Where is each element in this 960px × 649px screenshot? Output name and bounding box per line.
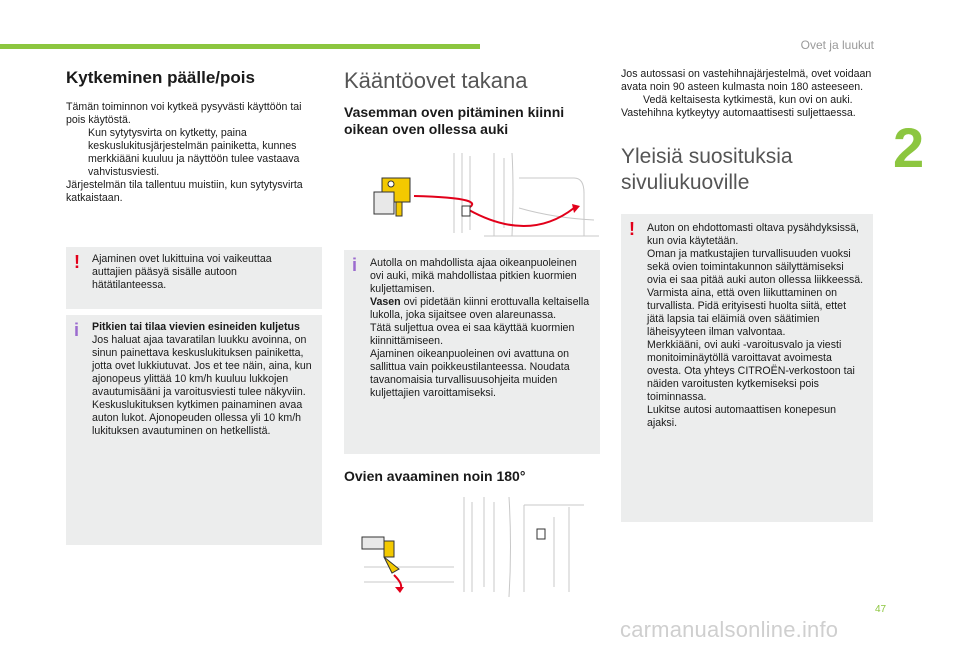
bullet-text: Vedä keltaisesta kytkimestä, kun ovi on auki. bbox=[643, 94, 853, 106]
info-paragraph: Ajaminen oikeanpuoleinen ovi avattuna on sallittua vain poikkeustilanteessa. Noudata tavanomaisia turvallisuusohjeita muiden kuljettajien varoittamiseksi. bbox=[370, 348, 570, 399]
info-text: Jos haluat ajaa tavaratilan luukku avoinna, on sinun painettava keskuslukituksen painiketta, jotta ovet lukkiutuvat. Jos et tee näin, aina, kun ajonopeus ylittää 10 km/h kuuluu lukkojen avautumisääni ja varoitusviesti tulee näkyviin. Keskuslukituksen kytkimen painaminen avaa auton lukot. Ajonopeuden ollessa yli 10 km/h lukituksen avautuminen on hetkellistä. bbox=[92, 334, 312, 437]
warning-paragraph: Varmista aina, että oven liikuttaminen on turvallista. Pidä erityisesti huolta siitä, ettet jätä lapsia tai eläimiä oven säätimien läheisyyteen ilman valvontaa. bbox=[647, 287, 847, 338]
warning-paragraph: Merkkiääni, ovi auki -varoitusvalo ja viesti monitoiminäytöllä varoittavat avoimesta ovesta. Ota yhteys CITROËN-verkostoon tai näiden varoitusten kytkemiseksi pois toiminnassa. bbox=[647, 339, 855, 403]
bullet-text: Kun sytytysvirta on kytketty, paina keskuslukitusjärjestelmän painiketta, kunnes merkkiääni kuuluu ja näyttöön tulee vastaava vahvistusviesti. bbox=[88, 127, 300, 178]
warning-box bbox=[621, 214, 873, 522]
section-heading: Kääntöovet takana bbox=[344, 68, 528, 93]
warning-icon: ! bbox=[629, 219, 635, 239]
info-icon: i bbox=[74, 320, 80, 340]
column-middle bbox=[344, 68, 600, 607]
warning-box bbox=[66, 247, 322, 309]
info-paragraph: Tätä suljettua ovea ei saa käyttää kuormien kiinnittämiseen. bbox=[370, 322, 575, 347]
intro-text: Tämän toiminnon voi kytkeä pysyvästi käyttöön tai pois käytöstä. bbox=[66, 101, 302, 126]
warning-text: Ajaminen ovet lukittuina voi vaikeuttaa auttajien pääsyä sisälle autoon hätätilanteessa. bbox=[92, 253, 272, 291]
chapter-number: 2 bbox=[893, 116, 925, 179]
bullet-item bbox=[621, 94, 873, 107]
subsection-heading: Ovien avaaminen noin 180° bbox=[344, 468, 526, 484]
info-title: Pitkien tai tilaa vievien esineiden kuljetus bbox=[92, 321, 300, 333]
section-heading: Yleisiä suosituksia sivuliukuoville bbox=[621, 145, 793, 194]
info-paragraph: Autolla on mahdollista ajaa oikeanpuoleinen ovi auki, mikä mahdollistaa pitkien kuormien kuljettamisen. bbox=[370, 257, 577, 295]
info-icon: i bbox=[352, 255, 358, 275]
bullet-mark bbox=[621, 94, 643, 107]
info-bold-word: Vasen bbox=[370, 296, 401, 308]
bullet-item bbox=[66, 127, 322, 179]
info-box bbox=[344, 250, 600, 454]
section-heading: Kytkeminen päälle/pois bbox=[66, 68, 255, 87]
info-text: ovi pidetään kiinni erottuvalla keltaisella lukolla, joka sijaitsee oven alareunassa. bbox=[370, 296, 590, 321]
info-box bbox=[66, 315, 322, 545]
warning-paragraph: Lukitse autosi automaattisen konepesun ajaksi. bbox=[647, 404, 837, 429]
section-body bbox=[621, 68, 873, 120]
page-number: 47 bbox=[875, 604, 887, 615]
warning-paragraph: Auton on ehdottomasti oltava pysähdyksissä, kun ovia käytetään. bbox=[647, 222, 859, 247]
column-left bbox=[66, 68, 322, 545]
column-right bbox=[621, 68, 873, 522]
outro-text: Vastehihna kytkeytyy automaattisesti suljettaessa. bbox=[621, 107, 856, 119]
subsection-heading: Vasemman oven pitäminen kiinni oikean oven ollessa auki bbox=[344, 104, 565, 137]
intro-text: Jos autossasi on vastehihnajärjestelmä, ovet voidaan avata noin 90 asteen kulmasta noin 180 asteeseen. bbox=[621, 68, 872, 93]
illustration-door-180 bbox=[344, 497, 600, 597]
outro-text: Järjestelmän tila tallentuu muistiin, kun sytytysvirta katkaistaan. bbox=[66, 179, 303, 204]
info-paragraph bbox=[370, 296, 592, 322]
bullet-mark bbox=[66, 127, 88, 179]
warning-icon: ! bbox=[74, 252, 80, 272]
warning-paragraph: Oman ja matkustajien turvallisuuden vuoksi sekä ovien toimintakunnon säilyttämiseksi ovia ei saa pitää auki auton ollessa liikkeessä. bbox=[647, 248, 864, 286]
chapter-title: Ovet ja luukut bbox=[800, 38, 874, 52]
watermark: carmanualsonline.info bbox=[620, 617, 839, 642]
section-body bbox=[66, 101, 322, 205]
illustration-left-door-lock bbox=[344, 148, 600, 240]
top-accent-bar bbox=[0, 44, 480, 49]
